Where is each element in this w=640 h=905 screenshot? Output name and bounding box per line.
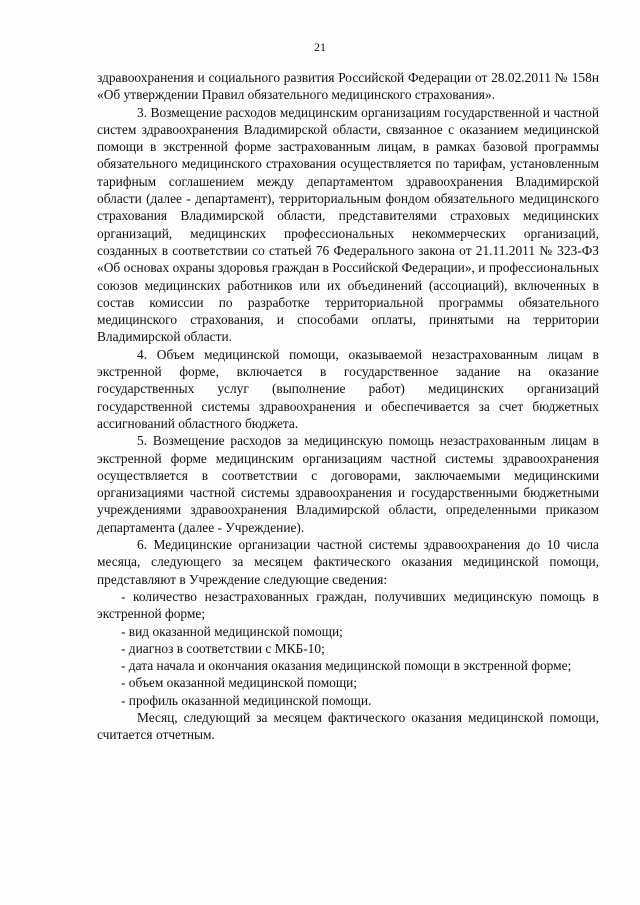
list-item-profile: - профиль оказанной медицинской помощи. (121, 692, 372, 708)
paragraph-continuation: здравоохранения и социального развития Российской Федерации от 28.02.2011 № 158н «Об утверждении Правил обязательного медицинского страхования». (97, 70, 599, 103)
list-item-dates: - дата начала и окончания оказания медицинской помощи в экстренной форме; (121, 658, 572, 674)
paragraph-reporting-month: Месяц, следующий за месяцем фактического оказания медицинской помощи, считается отчетным. (97, 709, 599, 743)
list-item-diagnosis: - диагноз в соответствии с МКБ-10; (121, 640, 325, 656)
list-item-volume: - объем оказанной медицинской помощи; (121, 675, 358, 691)
list-item-count: - количество незастрахованных граждан, получивших медицинскую помощь в экстренной форме; (97, 588, 599, 622)
document-body (97, 69, 599, 744)
paragraph-item-5: 5. Возмещение расходов за медицинскую помощь незастрахованным лицам в экстренной форме медицинским организациям частной системы здравоохранения осуществляется в соответствии с договорами, заключаемыми медицинскими организациями частной системы здравоохранения и государственными бюджетными учреждениями здравоохранения Владимирской области, определенными приказом департамента (далее - Учреждение). (97, 433, 599, 535)
list-item-type: - вид оказанной медицинской помощи; (121, 623, 343, 639)
paragraph-item-4: 4. Объем медицинской помощи, оказываемой незастрахованным лицам в экстренной форме, включается в государственное задание на оказание государственных услуг (выполнение работ) медицинских организаций государственной системы здравоохранения и обеспечивается за счет бюджетных ассигнований областного бюджета. (97, 346, 599, 431)
paragraph-item-6: 6. Медицинские организации частной системы здравоохранения до 10 числа месяца, следующего за месяцем фактического оказания медицинской помощи, представляют в Учреждение следующие сведения: (97, 537, 599, 587)
page-number: 21 (314, 40, 326, 54)
paragraph-item-3: 3. Возмещение расходов медицинским организациям государственной и частной систем здравоохранения Владимирской области, связанное с оказанием медицинской помощи в экстренной форме застрахованным лицам, в рамках базовой программы обязательного медицинского страхования осуществляется по тарифам, установленным тарифным соглашением между департаментом здравоохранения Владимирской области (далее - департамент), территориальным фондом обязательного медицинского страхования Владимирской области, представителями страховых медицинских организаций, медицинских профессиональных некоммерческих организаций, созданных в соответствии со статьей 76 Федерального закона от 21.11.2011 № 323-ФЗ «Об основах охраны здоровья граждан в Российской Федерации», и профессиональных союзов медицинских работников или их объединений (ассоциаций), включенных в состав комиссии по разработке территориальной программы обязательного медицинского страхования, и способами оплаты, принятыми на территории Владимирской области. (97, 104, 599, 345)
